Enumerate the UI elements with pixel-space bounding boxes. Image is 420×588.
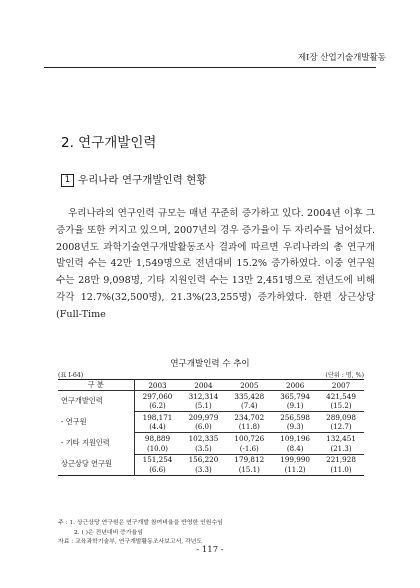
table-cell: 179,812 bbox=[234, 455, 265, 465]
rate-cell: (15.2) bbox=[318, 401, 364, 412]
table-row bbox=[58, 412, 364, 423]
rate-cell: (11.0) bbox=[330, 465, 352, 474]
rate-cell: (9.3) bbox=[272, 422, 318, 433]
running-header: 제Ⅰ장 산업기술개발활동 bbox=[297, 53, 386, 63]
table-cell: 98,889 bbox=[144, 433, 171, 443]
rate-cell: (11.8) bbox=[226, 422, 272, 433]
note-2 bbox=[58, 529, 368, 539]
year-header: 2005 bbox=[226, 380, 272, 391]
rate-cell: (9.1) bbox=[272, 401, 318, 412]
note-2-text: 2. ( )은 전년대비 증가율임 bbox=[74, 529, 143, 536]
rate-cell: (3.5) bbox=[181, 443, 227, 454]
table-cell: 199,990 bbox=[280, 455, 311, 465]
table-cell: 209,979 bbox=[188, 412, 219, 422]
table-cell: 335,428 bbox=[234, 391, 265, 401]
body-text bbox=[56, 206, 375, 324]
rate-cell: (6.6) bbox=[149, 465, 166, 474]
page-number: - 117 - bbox=[196, 545, 224, 555]
row-label: - 기타 지원인력 bbox=[58, 433, 134, 454]
rate-cell: (21.3) bbox=[318, 443, 364, 454]
section-number-box: 1 bbox=[61, 174, 74, 187]
table-cell: 365,794 bbox=[280, 391, 311, 401]
table-cell: 221,928 bbox=[326, 455, 356, 465]
table-unit: (단위 : 명, %) bbox=[325, 372, 364, 379]
rate-cell: (6.2) bbox=[134, 401, 181, 412]
rate-cell: (3.3) bbox=[195, 465, 212, 474]
table-cell: 198,171 bbox=[142, 412, 173, 422]
rate-cell: (4.4) bbox=[134, 422, 181, 433]
table-cell: 109,196 bbox=[280, 433, 311, 443]
rate-cell: (10.0) bbox=[134, 443, 181, 454]
table-cell: 102,335 bbox=[188, 433, 219, 443]
rate-cell: (8.4) bbox=[272, 443, 318, 454]
rate-cell: (-1.6) bbox=[226, 443, 272, 454]
table-cell: 289,098 bbox=[326, 412, 356, 422]
table-cell: 256,598 bbox=[280, 412, 311, 422]
source-note: 자료 : 교육과학기술부, 연구개발활동조사보고서, 각년도 bbox=[58, 539, 203, 545]
personnel-table bbox=[58, 379, 364, 476]
year-header: 2004 bbox=[181, 380, 227, 391]
note-1: 주 : 1. 상근상당 연구원은 연구개발 참여비율을 반영한 인원수임 bbox=[58, 520, 223, 526]
year-header: 2003 bbox=[134, 380, 181, 391]
table-cell: 151,254 bbox=[142, 455, 173, 465]
body-paragraph: 우리나라의 연구인력 규모는 매년 꾸준히 증가하고 있다. 2004년 이후 그 증가율 또한 커지고 있으며, 2007년의 경우 증가율이 두 자리수를 넘어섰다. 2008년도 과학기술연구개발활동조사 결과에 따르면 우리나라의 총 연구개발인력 수는 42만 1,549명으로 전년대비 15.2% 증가하였다. 이중 연구원 수는 28만 9,098명, 기타 지원인력 수는 13만 2,451명으로 전년도에 비해 각각 12.7%(32,500명), 21.3%(23,255명) 증가하였다. 한편 상근상당(Full-Time bbox=[56, 208, 375, 320]
table-cell: 421,549 bbox=[326, 391, 356, 401]
rate-cell: (7.4) bbox=[226, 401, 272, 412]
chapter-heading: 2. 연구개발인력 bbox=[61, 135, 157, 151]
row-label: 연구개발인력 bbox=[58, 391, 134, 412]
table-label: (표 Ⅰ-64) bbox=[58, 372, 84, 379]
row-label: 상근상당 연구원 bbox=[58, 454, 134, 475]
column-header-label: 구 분 bbox=[58, 380, 134, 391]
table-cell: 156,220 bbox=[188, 455, 219, 465]
table-cell: 312,314 bbox=[188, 391, 219, 401]
table-cell: 234,702 bbox=[234, 412, 265, 422]
rate-cell: (5.1) bbox=[181, 401, 227, 412]
header-rule bbox=[44, 67, 376, 68]
table-title: 연구개발인력 수 추이 bbox=[170, 359, 250, 369]
rate-cell: (11.2) bbox=[284, 465, 306, 474]
table-row bbox=[58, 391, 364, 402]
year-header: 2007 bbox=[318, 380, 364, 391]
row-label: - 연구원 bbox=[58, 412, 134, 433]
table-row bbox=[58, 433, 364, 444]
rate-cell: (15.1) bbox=[238, 465, 260, 474]
table-cell: 100,726 bbox=[234, 433, 265, 443]
rate-cell: (12.7) bbox=[318, 422, 364, 433]
table-cell: 297,060 bbox=[142, 391, 173, 401]
table-cell: 132,451 bbox=[326, 433, 356, 443]
year-header: 2006 bbox=[272, 380, 318, 391]
section-heading bbox=[61, 172, 206, 187]
table-header-row bbox=[58, 380, 364, 391]
section-title: 우리나라 연구개발인력 현황 bbox=[78, 174, 207, 186]
table-row bbox=[58, 454, 364, 465]
table-notes bbox=[58, 519, 368, 548]
rate-cell: (6.0) bbox=[181, 422, 227, 433]
